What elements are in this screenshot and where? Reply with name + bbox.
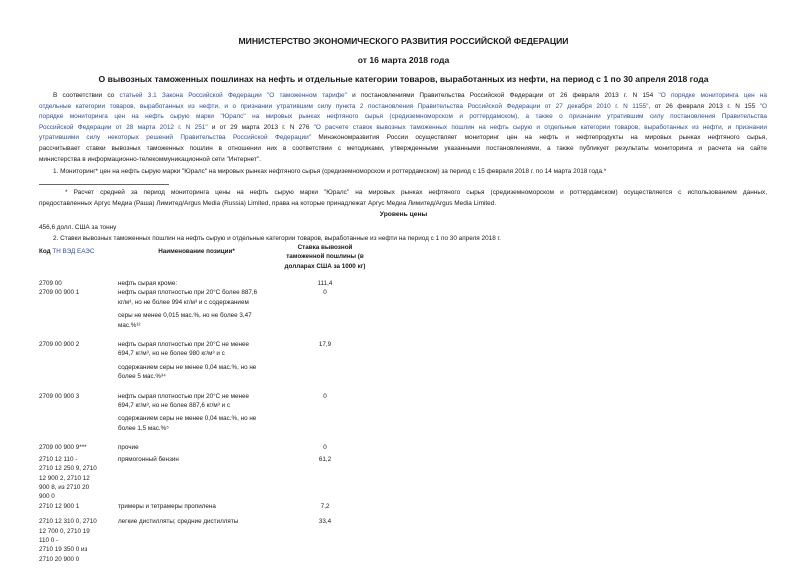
- intro-paragraph: [39, 91, 767, 165]
- intro-line: [39, 133, 767, 144]
- rate-cell: 0: [323, 392, 327, 400]
- name-line: тримеры и тетрамеры пропилена: [118, 502, 216, 510]
- footnote-line: предоставленных Аргус Медиа (Раша) Лимитед/Argus Media (Russia) Limited, права на которые принадлежат Аргус Медиа Лимитед/Argus Media Limited.: [39, 199, 497, 207]
- rates-item: 2. Ставки вывозных таможенных пошлин на нефть сырую и отдельные категории товаров, выработанные из нефти на период с 1 по 30 апреля 2018 г.: [53, 235, 501, 242]
- footnote-divider: [39, 184, 169, 185]
- document-title: О вывозных таможенных пошлинах на нефть и отдельные категории товаров, выработанных из нефти, на период с 1 по 30 апреля 2018 года: [98, 74, 709, 84]
- intro-text: и постановлениями Правительства Российской Федерации от 26 февраля 2013 г. N 154: [346, 92, 659, 99]
- code-cell: [37, 382, 116, 434]
- name-cell: [116, 502, 275, 511]
- name-cell: [116, 511, 275, 564]
- name-line: легкие дистилляты; средние дистилляты: [118, 518, 239, 526]
- name-column-header: Наименование позиции*: [158, 248, 235, 255]
- price-level-value: 456,6 долл. США за тонну: [39, 224, 117, 231]
- duty-rates-table: [37, 243, 375, 564]
- code-cell: [37, 502, 116, 511]
- table-row: [37, 330, 375, 382]
- resolution-154-link[interactable]: отдельные категории товаров, выработанных из нефти, и о признании утратившим силу пункта 2 постановления Правительства Российской Федерации от 27 декабря 2010 г. N 1155": [39, 102, 649, 110]
- intro-line: [39, 112, 767, 123]
- code-cell: [37, 330, 116, 382]
- table-row: [37, 502, 375, 511]
- rate-cell: 0: [323, 289, 327, 297]
- ministry-header: МИНИСТЕРСТВО ЭКОНОМИЧЕСКОГО РАЗВИТИЯ РОССИЙСКОЙ ФЕДЕРАЦИИ: [238, 36, 569, 46]
- name-line: 694,7 кг/м³, но не более 887,6 кг/м³ и с: [118, 402, 230, 410]
- code-line: 2710 12 900 1: [39, 502, 80, 510]
- code-cell: [37, 453, 116, 502]
- name-line: нефть сырая кроме:: [118, 280, 178, 287]
- table-row: [37, 382, 375, 434]
- table-row: [37, 511, 375, 564]
- intro-text: Минэкономразвития России осуществляет мониторинг цен на нефть и нефтепродукты на мировых рынках нефтяного сырья,: [310, 134, 767, 142]
- rate-cell: 33,4: [318, 518, 332, 526]
- name-cell: [116, 273, 275, 288]
- name-line: более 1,5 мас.%⁵: [118, 424, 169, 432]
- resolution-276-link[interactable]: "О расчете ставок вывозных таможенных пошлин на нефть сырую и отдельные категории товаров, выработанных из нефти, и признании: [313, 123, 767, 131]
- rate-header-line: таможенной пошлины (в: [286, 253, 364, 261]
- name-line: прямогонный бензин: [118, 455, 179, 463]
- monitoring-item: 1. Мониторинг* цен на нефть сырую марки "Юралс" на мировых рынках нефтяного сырья (средиземноморском и роттердамском) за период с 15 февраля 2018 г. по 14 марта 2018 года.*: [53, 168, 607, 175]
- intro-line: рассчитывает ставки вывозных таможенных пошлин в отношении них в соответствии с методиками, утвержденными указанными постановлениями, а также публикует результаты мониторинга и расчета на сайте: [39, 144, 767, 152]
- code-line: 2709 00 900 2: [39, 341, 80, 349]
- resolution-155-link[interactable]: порядке мониторинга цен на нефть сырую марки "Юралс" на мировых рынках нефтяного сырья (средиземноморском и роттердамском), а также о признании утратившим силу постановления Правительства: [39, 113, 767, 121]
- code-line: 2709 00: [39, 280, 62, 287]
- name-line: серы не менее 0,015 мас.%, но не более 3,47: [118, 312, 252, 320]
- resolution-155-link[interactable]: "О: [759, 102, 767, 110]
- code-column-header: [37, 243, 116, 273]
- code-line: 2710 20 900 0: [39, 555, 80, 563]
- table-row: [37, 288, 375, 330]
- code-line: 900 8, из 2710 20: [39, 483, 90, 491]
- code-cell: [37, 288, 116, 330]
- intro-line: [39, 91, 767, 102]
- footnote: [39, 188, 767, 209]
- code-cell: [37, 433, 116, 452]
- code-line: 12 700 0, 2710 19: [39, 527, 90, 535]
- name-cell: [116, 382, 275, 434]
- law-link[interactable]: статьей 3.1 Закона Российской Федерации "О таможенном тарифе": [119, 92, 347, 99]
- code-cell: [37, 511, 116, 564]
- intro-line: [39, 102, 767, 113]
- resolution-154-link[interactable]: "О порядке мониторинга цен на: [658, 92, 767, 99]
- code-line: 2710 12 110 -: [39, 455, 78, 463]
- intro-text: , от 26 февраля 2013 г. N 155: [648, 102, 760, 110]
- code-line: 2709 00 900 1: [39, 289, 80, 297]
- name-cell: [116, 453, 275, 502]
- name-line: содержанием серы не менее 0,04 мас.%, но не: [118, 363, 257, 371]
- rate-cell: 111,4: [317, 280, 333, 287]
- name-cell: [116, 433, 275, 452]
- table-row: [37, 273, 375, 288]
- table-header-row: [37, 243, 375, 273]
- rate-cell: 17,9: [318, 341, 332, 349]
- rate-cell: 7,2: [320, 502, 330, 510]
- price-level-title: Уровень цены: [379, 211, 428, 218]
- intro-line: министерства в информационно-телекоммуникационной сети "Интернет".: [39, 155, 262, 163]
- tnved-link[interactable]: ТН ВЭД ЕАЭС: [52, 248, 95, 255]
- name-line: 694,7 кг/м³, но не более 980 кг/м³ и с: [118, 350, 225, 358]
- name-line: содержанием серы не менее 0,04 мас.%, но не: [118, 415, 257, 423]
- code-line: 2710 19 350 0 из: [39, 546, 88, 554]
- rate-cell: 0: [323, 444, 327, 452]
- name-line: мас.%¹²: [118, 321, 141, 329]
- resolution-276-link[interactable]: утратившими силу некоторых решений Правительства Российской Федерации": [39, 134, 311, 142]
- code-line: 900 0: [39, 493, 55, 501]
- name-line: нефть сырая плотностью при 20°C более 887,6: [118, 289, 258, 297]
- rate-cell: 61,2: [318, 455, 332, 463]
- name-line: кг/м³, но не более 994 кг/м³ и с содержанием: [118, 298, 249, 306]
- code-line: 2709 00 900 3: [39, 392, 80, 400]
- code-line: 2710 12 250 9, 2710: [39, 465, 97, 473]
- code-line: 2710 12 310 0, 2710: [39, 518, 97, 526]
- code-line: 110 0 -: [39, 536, 59, 544]
- rate-header-line: долларах США за 1000 кг): [284, 262, 366, 270]
- code-line: 2709 00 900 9***: [39, 444, 87, 452]
- intro-line: [39, 123, 767, 134]
- document-date: от 16 марта 2018 года: [357, 55, 450, 65]
- code-line: 12 900 2, 2710 12: [39, 474, 90, 482]
- rate-column-header: [275, 243, 375, 273]
- name-line: прочие: [118, 444, 139, 452]
- table-row: [37, 453, 375, 502]
- intro-text: В соответствии со: [53, 92, 120, 99]
- name-line: более 5 мас.%³⁴: [118, 373, 166, 381]
- rate-header-line: Ставка вывозной: [297, 244, 353, 251]
- name-cell: [116, 330, 275, 382]
- intro-text: и от 29 марта 2013 г. N 276: [207, 123, 314, 131]
- code-cell: [37, 273, 116, 288]
- name-line: нефть сырая плотностью при 20°C не менее: [118, 341, 249, 349]
- name-cell: [116, 288, 275, 330]
- code-header-text: Код: [39, 248, 53, 255]
- footnote-line: * Расчет средней за период мониторинга цены на нефть сырую марки "Юралс" на мировых рынках нефтяного сырья (средиземноморском и роттердамском) осуществляется с использованием данных,: [65, 189, 767, 196]
- table-body: [37, 273, 375, 564]
- name-line: нефть сырая плотностью при 20°C не менее: [118, 392, 249, 400]
- table-row: [37, 433, 375, 452]
- resolution-155-link[interactable]: Российской Федерации от 28 марта 2012 г. N 251": [39, 123, 208, 131]
